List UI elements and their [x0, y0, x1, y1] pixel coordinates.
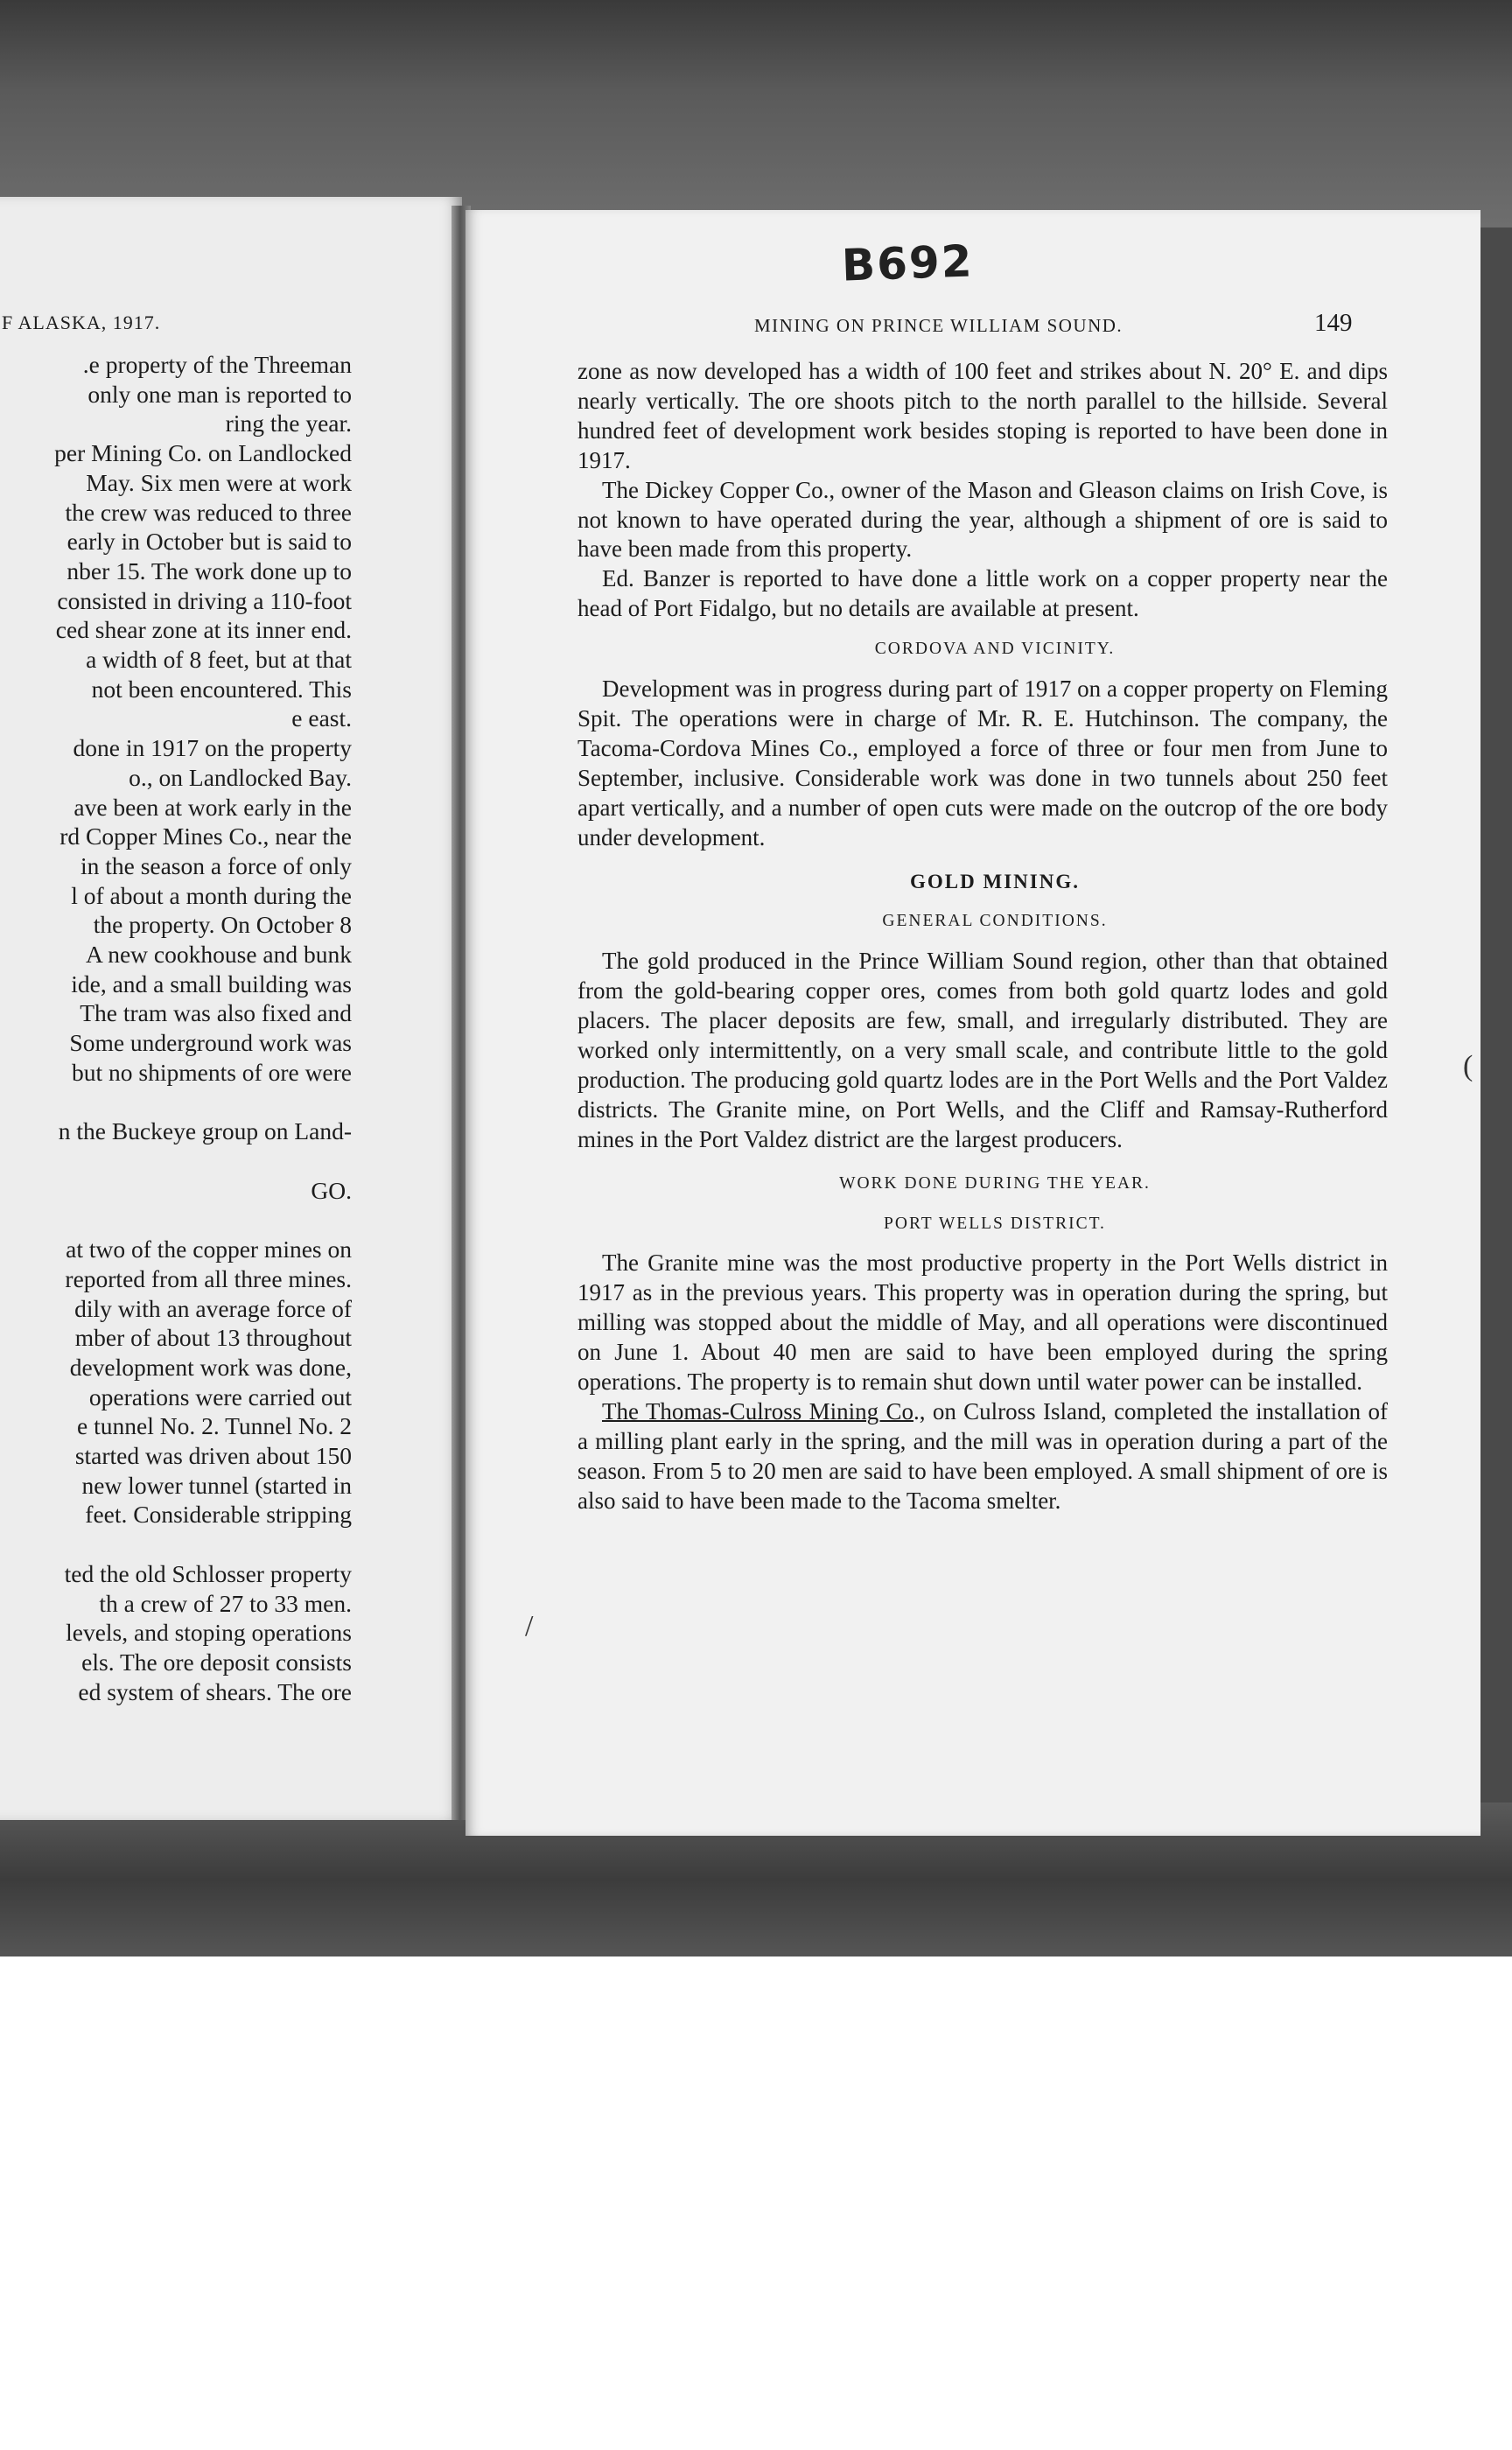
margin-bracket-mark: ( [1463, 1050, 1474, 1082]
page-number: 149 [1314, 309, 1353, 337]
left-page-line: development work was done, [69, 1353, 352, 1381]
left-page-line [0, 1205, 352, 1235]
paragraph-continuation: zone as now developed has a width of 100 feet and strikes about N. 20° E. and dips nearly vertically. The ore shoots pitch to the north parallel to the hillside. Several hundred feet of development work besides stoping is reported to have been done in 1917. [578, 358, 1388, 473]
left-page-line: ring the year. [225, 410, 352, 438]
left-page-line: els. The ore deposit consists [81, 1648, 352, 1676]
left-page-line: but no shipments of ore were [72, 1058, 352, 1086]
left-page-line: ed system of shears. The ore [78, 1677, 352, 1705]
left-page-text [0, 350, 352, 1706]
left-page-line: new lower tunnel (started in [75, 1471, 352, 1499]
left-page-line [0, 1088, 352, 1117]
left-page-line: ave been at work early in the [74, 793, 352, 821]
left-page-line: per Mining Co. on Landlocked [54, 439, 352, 467]
left-page-line: GO. [311, 1176, 352, 1204]
left-page-line: The tram was also fixed and [74, 999, 352, 1027]
left-page [0, 197, 462, 1820]
left-page-line: .e property of the Threeman [82, 351, 352, 378]
left-page-line: in the season a force of only [74, 851, 352, 879]
left-page-line: l of about a month during the [71, 881, 352, 909]
paragraph-banzer: Ed. Banzer is reported to have done a little work on a copper property near the head of Port Fidalgo, but no details are available at present. [578, 565, 1388, 622]
left-page-line: reported from all three mines. [59, 1264, 352, 1292]
margin-tick-mark: / [525, 1610, 534, 1642]
left-page-line: started was driven about 150 [74, 1442, 352, 1470]
left-page-line: feet. Considerable stripping [79, 1501, 352, 1529]
left-page-line: at two of the copper mines on [66, 1236, 352, 1264]
underlined-company-name: The Thomas-Culross Mining Co [602, 1398, 914, 1424]
left-page-line: levels, and stoping operations [66, 1619, 352, 1647]
heading-general-conditions: GENERAL CONDITIONS. [882, 912, 1108, 931]
paragraph-gold-produced: The gold produced in the Prince William Sound region, other than that obtained from the gold-bearing copper ores, comes from both gold quartz lodes and gold placers. The placer deposits are few, small, and irregularly distributed. They are worked only intermittently, on a very small scale, and contribute little to the gold production. The producing gold quartz lodes are in the Port Wells and the Port Valdez districts. The Granite mine, on Port Wells, and the Cliff and Ramsay-Rutherford mines in the Port Valdez district are the largest producers. [578, 948, 1388, 1152]
scan-top-shadow [0, 0, 1512, 228]
paragraph-thomas-culross-rest: ., on Culross Island, completed the installation of a milling plant early in the spring, and the mill was in operation during a part of the season. From 5 to 20 men are said to have been employed. A small shipment of ore is also said to have been made to the Tacoma smelter. [578, 1398, 1388, 1514]
handwritten-note: B692 [841, 235, 975, 291]
right-page [466, 210, 1480, 1836]
left-page-line: A new cookhouse and bunk [80, 941, 352, 969]
left-page-line: th a crew of 27 to 33 men. [99, 1589, 352, 1617]
left-page-line [0, 1146, 352, 1176]
heading-port-wells: PORT WELLS DISTRICT. [884, 1214, 1106, 1233]
running-header: MINING ON PRINCE WILLIAM SOUND. [754, 315, 1124, 336]
left-page-line: the crew was reduced to three [59, 498, 352, 526]
left-page-line: a width of 8 feet, but at that [86, 646, 352, 674]
heading-gold-mining: GOLD MINING. [910, 870, 1080, 892]
left-page-line: Some underground work was [69, 1029, 352, 1057]
page-body [578, 357, 1388, 1516]
left-page-line [0, 1530, 352, 1559]
left-page-line: done in 1917 on the property [66, 734, 352, 762]
left-page-line: May. Six men were at work [86, 468, 352, 496]
left-page-line: n the Buckeye group on Land- [58, 1117, 352, 1145]
left-page-line: mber of about 13 throughout [74, 1324, 352, 1352]
left-page-line: rd Copper Mines Co., near the [60, 822, 352, 850]
left-page-line: dily with an average force of [74, 1294, 352, 1322]
paragraph-thomas-culross [578, 1397, 1388, 1516]
left-page-line: ide, and a small building was [71, 970, 352, 998]
left-page-line: not been encountered. This [85, 675, 352, 703]
left-page-line: nber 15. The work done up to [66, 556, 352, 584]
left-page-line: e tunnel No. 2. Tunnel No. 2 [77, 1412, 352, 1440]
left-page-line: ced shear zone at its inner end. [55, 616, 352, 644]
left-page-line: ted the old Schlosser property [64, 1559, 352, 1587]
paragraph-dickey-copper: The Dickey Copper Co., owner of the Mason and Gleason claims on Irish Cove, is not known to have operated during the year, although a shipment of ore is said to have been made from this property. [578, 476, 1388, 563]
left-page-line: only one man is reported to [81, 380, 352, 408]
left-page-line: e east. [291, 704, 352, 732]
left-page-line: consisted in driving a 110-foot [57, 586, 352, 614]
left-page-line: early in October but is said to [60, 528, 352, 556]
heading-cordova: CORDOVA AND VICINITY. [874, 640, 1116, 659]
paragraph-granite-mine: The Granite mine was the most productive property in the Port Wells district in 1917 as in the previous years. This property was in operation during the spring, but milling was stopped about the middle of May, and all operations were discontinued on June 1. About 40 men are said to have been employed during the spring operations. The property is to remain shut down until water power can be installed. [578, 1250, 1388, 1396]
left-page-line: o., on Landlocked Bay. [129, 763, 352, 791]
left-page-line: the property. On October 8 [87, 911, 352, 939]
paragraph-fleming-spit: Development was in progress during part of 1917 on a copper property on Fleming Spit. The operations were in charge of Mr. R. E. Hutchinson. The company, the Tacoma-Cordova Mines Co., employed a force of three or four men from June to September, inclusive. Considerable work was done in two tunnels about 250 feet apart vertically, and a number of open cuts were made on the outcrop of the ore body under development. [578, 676, 1388, 850]
heading-work-done: WORK DONE DURING THE YEAR. [839, 1173, 1151, 1193]
left-page-header: F ALASKA, 1917. [2, 312, 161, 333]
left-page-line: operations were carried out [83, 1382, 352, 1410]
